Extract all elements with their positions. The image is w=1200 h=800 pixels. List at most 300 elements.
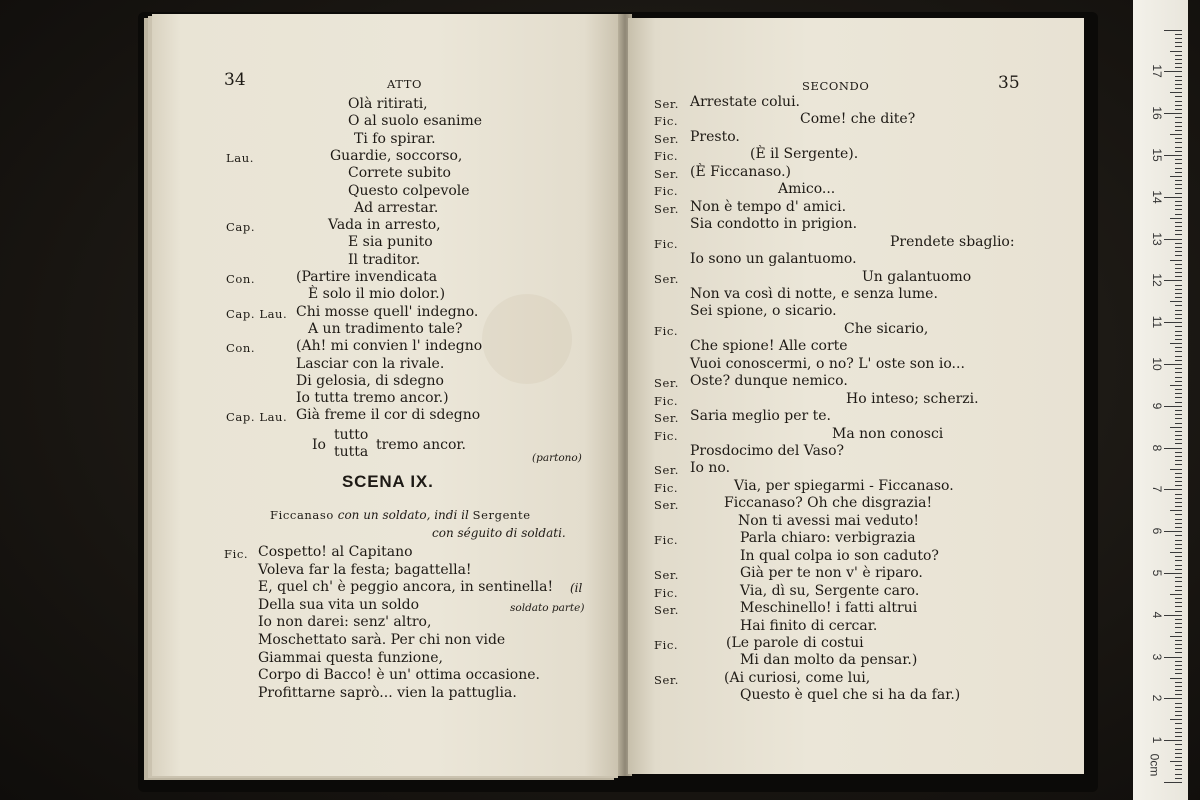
ruler-tick: [1175, 188, 1182, 189]
ruler-tick: [1175, 180, 1182, 181]
speaker-label: Con.: [226, 341, 256, 356]
speaker-label: Ser.: [654, 97, 679, 111]
speaker-label: Cap. Lau.: [226, 306, 288, 321]
ruler-tick: [1175, 310, 1182, 311]
right-running-head: SECONDO: [802, 79, 870, 93]
ruler-tick: [1175, 527, 1182, 528]
verse-line: Saria meglio per te.: [690, 408, 832, 425]
ruler-tick: [1175, 314, 1182, 315]
verse-line: Parla chiaro: verbigrazia: [740, 530, 916, 547]
verse-line: Come! che dite?: [800, 111, 916, 128]
verse-line: Io no.: [690, 460, 731, 477]
ruler-tick: [1175, 757, 1182, 758]
ruler-tick: [1175, 548, 1182, 549]
verse-line: E, quel ch' è peggio ancora, in sentinella!: [258, 579, 554, 596]
ruler-tick: [1175, 151, 1182, 152]
verse-line: Corpo di Bacco! è un' ottima occasione.: [258, 667, 540, 684]
verse-line: Prosdocimo del Vaso?: [690, 443, 845, 459]
ruler-tick: [1175, 163, 1182, 164]
ruler-tick: [1175, 523, 1182, 524]
ruler-tick: [1175, 214, 1182, 215]
ruler-number: 14: [1150, 190, 1164, 204]
right-page: [628, 18, 1084, 774]
stage-direction-partono: (partono): [532, 452, 582, 464]
left-page: [152, 14, 622, 776]
ruler-tick: [1175, 138, 1182, 139]
ruler-tick: [1175, 55, 1182, 56]
ruler-tick: [1175, 686, 1182, 687]
ruler-tick: [1175, 606, 1182, 607]
ruler-tick: [1175, 619, 1182, 620]
ruler-tick: [1170, 218, 1182, 219]
speaker-label: Fic.: [224, 547, 249, 561]
aside-il: (il: [570, 581, 583, 595]
ruler-number: 3: [1150, 653, 1164, 660]
verse-line: Presto.: [690, 128, 740, 145]
ruler-tick: [1175, 640, 1182, 641]
ruler-tick: [1175, 611, 1182, 612]
ruler-tick: [1175, 464, 1182, 465]
speaker-label: Cap.: [226, 220, 256, 235]
ruler-tick: [1175, 732, 1182, 733]
ruler-tick: [1175, 289, 1182, 290]
verse-line: (È Ficcanaso.): [690, 163, 791, 180]
ruler-tick: [1175, 285, 1182, 286]
ruler-tick: [1175, 159, 1182, 160]
speaker-label: Ser.: [654, 131, 679, 146]
ruler-tick: [1175, 109, 1182, 110]
verse-line: Oste? dunque nemico.: [690, 373, 848, 390]
ruler-tick: [1170, 51, 1182, 52]
ruler-tick: [1170, 134, 1182, 135]
ruler-tick: [1175, 226, 1182, 227]
ruler-tick: [1175, 130, 1182, 131]
ruler-tick: [1175, 389, 1182, 390]
verse-line: Hai finito di cercar.: [740, 617, 878, 634]
ruler-tick: [1175, 481, 1182, 482]
ruler-tick: [1175, 42, 1182, 43]
ruler-tick: [1175, 769, 1182, 770]
speaker-label: Ser.: [654, 498, 679, 513]
ruler-tick: [1175, 556, 1182, 557]
ruler-number: 13: [1150, 231, 1164, 246]
ruler-tick: [1175, 360, 1182, 361]
ruler-tick: [1175, 147, 1182, 148]
ruler-tick: [1170, 92, 1182, 93]
ruler-tick: [1175, 690, 1182, 691]
ruler-tick: [1170, 510, 1182, 511]
verse-line: Lasciar con la rivale.: [296, 355, 445, 372]
ruler-tick: [1170, 260, 1182, 261]
ruler-tick: [1175, 485, 1182, 486]
ruler-tick: [1175, 586, 1182, 587]
ruler-tick: [1175, 565, 1182, 566]
ruler-tick: [1175, 673, 1182, 674]
verse-line: A un tradimento tale?: [308, 320, 463, 337]
ruler-tick: [1164, 113, 1182, 114]
ruler-tick: [1175, 76, 1182, 77]
ruler-tick: [1175, 632, 1182, 633]
split-line-rest: tremo ancor.: [376, 437, 466, 453]
verse-line: Ho inteso; scherzi.: [846, 390, 979, 407]
ruler-tick: [1164, 448, 1182, 449]
ruler-tick: [1175, 393, 1182, 394]
ruler-number: 2: [1150, 695, 1164, 702]
ruler-tick: [1175, 122, 1182, 123]
ruler-tick: [1170, 343, 1182, 344]
verse-line: Io sono un galantuomo.: [690, 251, 857, 268]
ruler-tick: [1164, 782, 1182, 783]
ruler-tick: [1175, 435, 1182, 436]
speaker-label: Ser.: [654, 376, 679, 391]
ruler-number: 16: [1150, 106, 1164, 120]
ruler-number: 4: [1150, 611, 1164, 619]
verse-line: Cospetto! al Capitano: [258, 544, 413, 560]
speaker-label: Lau.: [226, 150, 254, 165]
speaker-label: Ser.: [654, 271, 679, 286]
speaker-label: Fic.: [654, 323, 679, 338]
verse-line: Già per te non v' è riparo.: [740, 565, 923, 582]
speaker-label: Fic.: [654, 236, 679, 251]
ruler-unit-label: 0cm: [1147, 753, 1162, 777]
ruler-tick: [1175, 247, 1182, 248]
ruler-tick: [1175, 205, 1182, 206]
measuring-ruler: [1133, 0, 1188, 800]
verse-line: Non va così di notte, e senza lume.: [690, 285, 938, 302]
ruler-tick: [1175, 243, 1182, 244]
speaker-label: Ser.: [654, 568, 679, 583]
aside-soldato-parte: soldato parte): [510, 602, 585, 614]
verse-line: Prendete sbaglio:: [890, 233, 1015, 250]
ruler-tick: [1175, 460, 1182, 461]
ruler-tick: [1175, 318, 1182, 319]
ruler-tick: [1175, 126, 1182, 127]
left-page-number: 34: [224, 70, 246, 90]
speaker-label: Fic.: [654, 480, 679, 495]
ruler-tick: [1175, 372, 1182, 373]
ruler-tick: [1164, 239, 1182, 240]
ruler-tick: [1175, 502, 1182, 503]
verse-line: Ma non conosci: [832, 425, 944, 442]
ruler-tick: [1175, 648, 1182, 649]
verse-line: O al suolo esanime: [348, 113, 483, 130]
verse-line: Moschettato sarà. Per chi non vide: [258, 632, 506, 648]
speaker-label: Fic.: [654, 637, 679, 652]
ruler-tick: [1175, 377, 1182, 378]
verse-line: Della sua vita un soldo: [258, 596, 420, 613]
verse-line: (Le parole di costui: [726, 634, 864, 651]
ruler-tick: [1164, 698, 1182, 699]
ruler-tick: [1170, 636, 1182, 637]
ruler-tick: [1175, 535, 1182, 536]
ruler-tick: [1175, 519, 1182, 520]
verse-line: Vada in arresto,: [328, 217, 441, 234]
speaker-label: Ser.: [654, 672, 679, 687]
ruler-tick: [1175, 105, 1182, 106]
ruler-tick: [1175, 59, 1182, 60]
verse-line: Non è tempo d' amici.: [690, 198, 847, 215]
ruler-tick: [1170, 176, 1182, 177]
ruler-number: 7: [1150, 486, 1164, 493]
ruler-tick: [1175, 402, 1182, 403]
speaker-label: Ser.: [654, 166, 679, 181]
ruler-tick: [1175, 297, 1182, 298]
speaker-label: Fic.: [654, 585, 679, 600]
ruler-tick: [1164, 197, 1182, 198]
ruler-tick: [1175, 514, 1182, 515]
ruler-tick: [1175, 627, 1182, 628]
scene-desc-mid: con un soldato, indi il: [337, 508, 469, 522]
ruler-tick: [1164, 406, 1182, 407]
verse-line: Chi mosse quell' indegno.: [296, 303, 479, 320]
ruler-tick: [1175, 711, 1182, 712]
verse-line: In qual colpa io son caduto?: [740, 547, 939, 564]
ruler-tick: [1175, 84, 1182, 85]
verse-line: Olà ritirati,: [348, 96, 428, 112]
ruler-tick: [1175, 117, 1182, 118]
verse-line: Di gelosia, di sdegno: [296, 372, 444, 389]
verse-line: (Ai curiosi, come lui,: [724, 669, 871, 686]
speaker-label: Fic.: [654, 393, 679, 408]
ruler-tick: [1175, 293, 1182, 294]
ruler-tick: [1175, 590, 1182, 591]
ruler-tick: [1170, 552, 1182, 553]
ruler-tick: [1164, 740, 1182, 741]
ruler-tick: [1175, 418, 1182, 419]
ruler-tick: [1175, 498, 1182, 499]
ruler-tick: [1175, 264, 1182, 265]
ruler-tick: [1175, 142, 1182, 143]
speaker-label: Fic.: [654, 184, 679, 199]
ruler-number: 1: [1150, 736, 1164, 744]
verse-line: Mi dan molto da pensar.): [740, 652, 918, 669]
verse-line: Voleva far la festa; bagattella!: [258, 561, 472, 578]
ruler-number: 15: [1150, 148, 1164, 162]
ruler-tick: [1175, 602, 1182, 603]
ruler-tick: [1175, 452, 1182, 453]
ruler-tick: [1175, 347, 1182, 348]
ruler-tick: [1175, 707, 1182, 708]
ruler-tick: [1164, 280, 1182, 281]
ruler-tick: [1175, 744, 1182, 745]
ruler-number: 12: [1150, 273, 1164, 288]
split-line-prefix: Io: [312, 437, 326, 453]
ruler-tick: [1175, 209, 1182, 210]
verse-line: Ad arrestar.: [354, 199, 439, 216]
ruler-tick: [1175, 715, 1182, 716]
split-line-alt-top: tutto: [334, 427, 369, 443]
ruler-tick: [1164, 322, 1182, 323]
ruler-number: 9: [1150, 402, 1164, 410]
verse-line: Non ti avessi mai veduto!: [738, 512, 919, 529]
ruler-tick: [1175, 443, 1182, 444]
ruler-tick: [1175, 80, 1182, 81]
verse-line: (Partire invendicata: [296, 269, 438, 285]
ruler-tick: [1175, 268, 1182, 269]
ruler-tick: [1175, 623, 1182, 624]
verse-line: Sia condotto in prigion.: [690, 216, 858, 233]
ruler-tick: [1170, 427, 1182, 428]
character-ficcanaso: Ficcanaso: [270, 508, 334, 522]
verse-line: Sei spione, o sicario.: [690, 303, 837, 320]
verse-line: Questo è quel che si ha da far.): [740, 687, 961, 704]
verse-line: Ti fo spirar.: [354, 130, 436, 147]
verse-line: Profittarne saprò... vien la pattuglia.: [258, 684, 517, 701]
ruler-tick: [1175, 669, 1182, 670]
ruler-tick: [1164, 489, 1182, 490]
verse-line: Giammai questa funzione,: [258, 649, 443, 666]
speaker-label: Ser.: [654, 411, 679, 426]
ruler-tick: [1175, 560, 1182, 561]
verse-line: Che spione! Alle corte: [690, 338, 848, 355]
ruler-tick: [1175, 38, 1182, 39]
ruler-tick: [1175, 201, 1182, 202]
ruler-tick: [1170, 678, 1182, 679]
speaker-label: Ser.: [654, 463, 679, 478]
ruler-tick: [1175, 172, 1182, 173]
scene-title: SCENA IX.: [342, 472, 434, 491]
verse-line: (Ah! mi convien l' indegno: [296, 338, 483, 355]
ruler-tick: [1175, 234, 1182, 235]
right-page-number: 35: [998, 73, 1020, 93]
left-running-head: ATTO: [387, 77, 423, 91]
ruler-tick: [1164, 615, 1182, 616]
ruler-tick: [1175, 222, 1182, 223]
ruler-tick: [1175, 598, 1182, 599]
ruler-tick: [1164, 573, 1182, 574]
ruler-tick: [1164, 71, 1182, 72]
ruler-tick: [1175, 456, 1182, 457]
ruler-tick: [1175, 397, 1182, 398]
ruler-tick: [1175, 778, 1182, 779]
ruler-tick: [1175, 749, 1182, 750]
ruler-tick: [1175, 305, 1182, 306]
ruler-tick: [1175, 694, 1182, 695]
ruler-tick: [1175, 774, 1182, 775]
speaker-label: Fic.: [654, 533, 679, 548]
ruler-tick: [1175, 652, 1182, 653]
ruler-tick: [1170, 594, 1182, 595]
ruler-tick: [1175, 251, 1182, 252]
paper-stain: [482, 294, 572, 384]
ruler-tick: [1175, 423, 1182, 424]
ruler-tick: [1175, 414, 1182, 415]
ruler-tick: [1175, 101, 1182, 102]
verse-line: E sia punito: [348, 234, 433, 251]
ruler-tick: [1175, 439, 1182, 440]
ruler-number: 10: [1150, 357, 1164, 371]
ruler-tick: [1170, 761, 1182, 762]
split-line-alt-bottom: tutta: [334, 444, 369, 460]
speaker-label: Ser.: [654, 201, 679, 216]
ruler-tick: [1175, 276, 1182, 277]
ruler-tick: [1175, 88, 1182, 89]
ruler-tick: [1175, 34, 1182, 35]
ruler-number: 5: [1150, 569, 1164, 577]
ruler-tick: [1175, 665, 1182, 666]
ruler-tick: [1175, 569, 1182, 570]
ruler-tick: [1175, 736, 1182, 737]
ruler-number: 8: [1150, 444, 1164, 451]
ruler-number: 6: [1150, 527, 1164, 535]
verse-line: Ficcanaso? Oh che disgrazia!: [724, 495, 933, 512]
ruler-number: 11: [1150, 315, 1164, 329]
ruler-tick: [1175, 96, 1182, 97]
verse-line: Guardie, soccorso,: [330, 147, 463, 164]
ruler-tick: [1175, 335, 1182, 336]
ruler-tick: [1175, 581, 1182, 582]
verse-line: Meschinello! i fatti altrui: [740, 600, 918, 617]
ruler-tick: [1175, 661, 1182, 662]
verse-line: Via, per spiegarmi - Ficcanaso.: [734, 477, 954, 494]
ruler-tick: [1175, 723, 1182, 724]
verse-line: Vuoi conoscermi, o no? L' oste son io...: [690, 355, 965, 372]
verse-line: Io non darei: senz' altro,: [258, 614, 432, 631]
verse-line: Correte subito: [348, 165, 451, 182]
ruler-tick: [1175, 494, 1182, 495]
ruler-tick: [1175, 230, 1182, 231]
verse-line: Che sicario,: [844, 320, 929, 337]
ruler-tick: [1175, 193, 1182, 194]
ruler-tick: [1175, 272, 1182, 273]
ruler-tick: [1175, 356, 1182, 357]
verse-line: Via, dì su, Sergente caro.: [740, 582, 920, 599]
ruler-tick: [1175, 506, 1182, 507]
ruler-tick: [1164, 531, 1182, 532]
ruler-tick: [1164, 155, 1182, 156]
ruler-tick: [1175, 753, 1182, 754]
ruler-tick: [1170, 301, 1182, 302]
ruler-tick: [1164, 657, 1182, 658]
verse-line: Già freme il cor di sdegno: [296, 407, 481, 424]
verse-line: Amico...: [778, 181, 836, 198]
ruler-number: 17: [1150, 64, 1164, 79]
ruler-tick: [1175, 331, 1182, 332]
verse-line: Questo colpevole: [348, 182, 470, 199]
verse-line: È solo il mio dolor.): [308, 286, 446, 303]
ruler-tick: [1175, 431, 1182, 432]
ruler-tick: [1164, 30, 1182, 31]
speaker-label: Cap. Lau.: [226, 410, 288, 425]
speaker-label: Fic.: [654, 114, 679, 129]
ruler-tick: [1170, 385, 1182, 386]
ruler-tick: [1175, 184, 1182, 185]
speaker-label: Fic.: [654, 149, 679, 164]
ruler-tick: [1175, 544, 1182, 545]
verse-line: (È il Sergente).: [750, 146, 859, 163]
ruler-tick: [1175, 577, 1182, 578]
ruler-tick: [1175, 326, 1182, 327]
verse-line: Il traditor.: [348, 251, 421, 268]
scene-description-line1: [270, 507, 531, 523]
verse-line: Un galantuomo: [862, 268, 972, 285]
character-sergente: Sergente: [472, 508, 531, 522]
ruler-tick: [1175, 410, 1182, 411]
speaker-label: Fic.: [654, 428, 679, 443]
verse-line: Arrestate colui.: [690, 94, 800, 110]
ruler-tick: [1175, 67, 1182, 68]
ruler-tick: [1175, 168, 1182, 169]
ruler-tick: [1175, 728, 1182, 729]
ruler-tick: [1175, 339, 1182, 340]
scene-description-line2: con séguito di soldati.: [432, 526, 566, 540]
ruler-tick: [1175, 351, 1182, 352]
speaker-label: Ser.: [654, 603, 679, 618]
ruler-tick: [1175, 765, 1182, 766]
ruler-tick: [1175, 46, 1182, 47]
ruler-tick: [1175, 703, 1182, 704]
ruler-tick: [1175, 644, 1182, 645]
